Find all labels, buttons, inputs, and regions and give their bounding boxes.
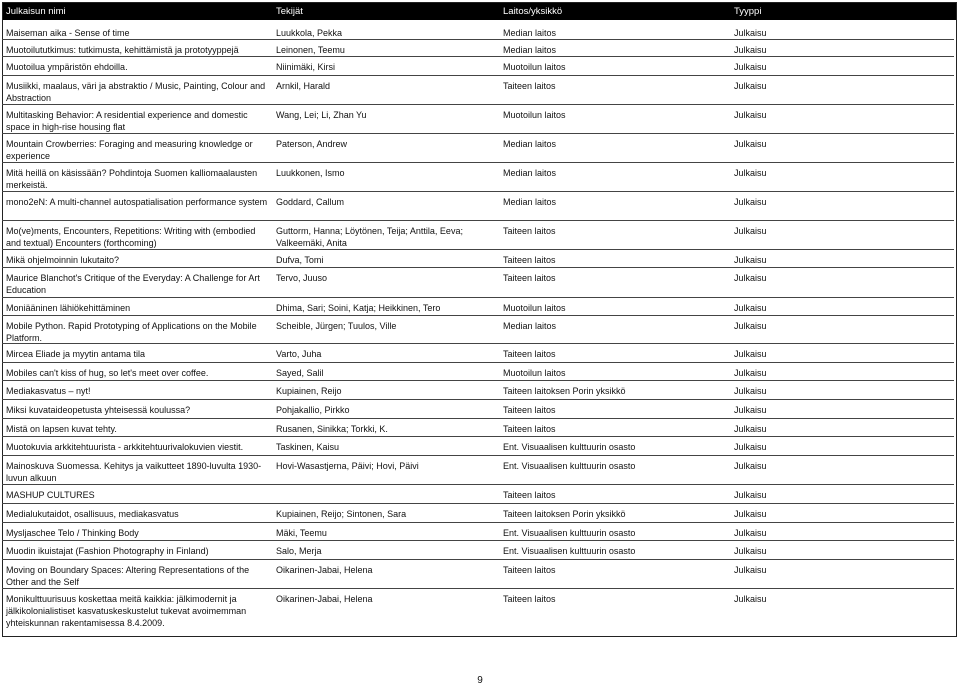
row-title-cell: Moving on Boundary Spaces: Altering Representations of the Other and the Self xyxy=(6,565,250,587)
row-title-cell: Monikulttuurisuus koskettaa meitä kaikkia: jälkimodernit ja jälkikolonialistiset kasvatuskeskustelut tukevat avoimemman yhteiskunnan rakentamisessa 8.4.2009. xyxy=(6,594,247,628)
row-type-cell: Julkaisu xyxy=(734,424,767,434)
row-title-cell: Mo(ve)ments, Encounters, Repetitions: Writing with (embodied and textual) Encounters (forthcoming) xyxy=(6,226,256,248)
row-type-cell: Julkaisu xyxy=(734,594,767,604)
row-title-cell: Medialukutaidot, osallisuus, mediakasvatus xyxy=(6,509,179,519)
row-title-cell: Mainoskuva Suomessa. Kehitys ja vaikutteet 1890-luvulta 1930-luvun alkuun xyxy=(6,461,262,483)
row-dept-cell: Taiteen laitos xyxy=(503,349,556,359)
row-divider xyxy=(2,522,954,523)
row-divider xyxy=(2,380,954,381)
row-type-cell: Julkaisu xyxy=(734,28,767,38)
row-title-cell: Mircea Eliade ja myytin antama tila xyxy=(6,349,146,359)
row-title-cell: Mobile Python. Rapid Prototyping of Applications on the Mobile Platform. xyxy=(6,321,257,343)
row-type-cell: Julkaisu xyxy=(734,461,767,471)
row-type-cell: Julkaisu xyxy=(734,490,767,500)
row-divider xyxy=(2,104,954,105)
row-authors-cell: Paterson, Andrew xyxy=(276,139,348,149)
row-title-cell: MASHUP CULTURES xyxy=(6,490,95,500)
row-divider xyxy=(2,362,954,363)
row-title-cell: Maurice Blanchot's Critique of the Everyday: A Challenge for Art Education xyxy=(6,273,260,295)
row-type-cell: Julkaisu xyxy=(734,45,767,55)
row-divider xyxy=(2,162,954,163)
row-authors-cell: Guttorm, Hanna; Löytönen, Teija; Anttila, Eeva; Valkeemäki, Anita xyxy=(276,226,463,248)
row-authors-cell: Luukkonen, Ismo xyxy=(276,168,345,178)
row-type-cell: Julkaisu xyxy=(734,139,767,149)
row-divider xyxy=(2,267,954,268)
row-divider xyxy=(2,484,954,485)
header-type: Tyyppi xyxy=(734,6,762,17)
row-authors-cell: Scheible, Jürgen; Tuulos, Ville xyxy=(276,321,397,331)
row-authors-cell: Luukkola, Pekka xyxy=(276,28,343,38)
row-type-cell: Julkaisu xyxy=(734,81,767,91)
row-authors-cell: Arnkil, Harald xyxy=(276,81,331,91)
row-title-cell: Multitasking Behavior: A residential experience and domestic space in high-rise housing flat xyxy=(6,110,248,132)
row-divider xyxy=(2,455,954,456)
row-authors-cell: Salo, Merja xyxy=(276,546,322,556)
row-authors-cell: Tervo, Juuso xyxy=(276,273,328,283)
row-type-cell: Julkaisu xyxy=(734,565,767,575)
row-authors-cell: Hovi-Wasastjerna, Päivi; Hovi, Päivi xyxy=(276,461,419,471)
row-authors-cell: Taskinen, Kaisu xyxy=(276,442,340,452)
row-title-cell: Muotoilututkimus: tutkimusta, kehittämistä ja prototyyppejä xyxy=(6,45,239,55)
row-dept-cell: Median laitos xyxy=(503,139,557,149)
row-title-cell: Mikä ohjelmoinnin lukutaito? xyxy=(6,255,120,265)
row-dept-cell: Ent. Visuaalisen kulttuurin osasto xyxy=(503,442,636,452)
row-title-cell: Miksi kuvataideopetusta yhteisessä koulussa? xyxy=(6,405,191,415)
row-divider xyxy=(2,75,954,76)
row-authors-cell: Dhima, Sari; Soini, Katja; Heikkinen, Tero xyxy=(276,303,441,313)
row-divider xyxy=(2,436,954,437)
row-dept-cell: Taiteen laitos xyxy=(503,255,556,265)
row-type-cell: Julkaisu xyxy=(734,197,767,207)
row-type-cell: Julkaisu xyxy=(734,303,767,313)
row-authors-cell: Kupiainen, Reijo xyxy=(276,386,342,396)
row-type-cell: Julkaisu xyxy=(734,62,767,72)
row-title-cell: Moniääninen lähiökehittäminen xyxy=(6,303,131,313)
row-dept-cell: Muotoilun laitos xyxy=(503,368,566,378)
row-dept-cell: Median laitos xyxy=(503,28,557,38)
row-divider xyxy=(2,315,954,316)
row-title-cell: Muotoilua ympäristön ehdoilla. xyxy=(6,62,128,72)
row-authors-cell: Sayed, Salil xyxy=(276,368,324,378)
row-dept-cell: Ent. Visuaalisen kulttuurin osasto xyxy=(503,461,636,471)
page-number: 9 xyxy=(477,675,483,686)
row-divider xyxy=(2,133,954,134)
table-header xyxy=(3,3,956,20)
row-type-cell: Julkaisu xyxy=(734,528,767,538)
row-dept-cell: Taiteen laitos xyxy=(503,226,556,236)
row-type-cell: Julkaisu xyxy=(734,273,767,283)
row-title-cell: Musiikki, maalaus, väri ja abstraktio / Music, Painting, Colour and Abstraction xyxy=(6,81,266,103)
row-divider xyxy=(2,418,954,419)
row-dept-cell: Ent. Visuaalisen kulttuurin osasto xyxy=(503,546,636,556)
row-dept-cell: Median laitos xyxy=(503,168,557,178)
row-divider xyxy=(2,249,954,250)
row-dept-cell: Ent. Visuaalisen kulttuurin osasto xyxy=(503,528,636,538)
row-type-cell: Julkaisu xyxy=(734,405,767,415)
row-authors-cell: Niinimäki, Kirsi xyxy=(276,62,336,72)
row-dept-cell: Muotoilun laitos xyxy=(503,303,566,313)
row-type-cell: Julkaisu xyxy=(734,442,767,452)
row-authors-cell: Wang, Lei; Li, Zhan Yu xyxy=(276,110,367,120)
row-divider xyxy=(2,220,954,221)
row-authors-cell: Goddard, Callum xyxy=(276,197,345,207)
row-title-cell: Mitä heillä on käsissään? Pohdintoja Suomen kalliomaalausten merkeistä. xyxy=(6,168,258,190)
row-title-cell: Mediakasvatus – nyt! xyxy=(6,386,91,396)
row-dept-cell: Taiteen laitos xyxy=(503,565,556,575)
row-type-cell: Julkaisu xyxy=(734,509,767,519)
row-title-cell: Mistä on lapsen kuvat tehty. xyxy=(6,424,117,434)
row-title-cell: mono2eN: A multi-channel autospatialisation performance system xyxy=(6,197,268,207)
row-authors-cell: Leinonen, Teemu xyxy=(276,45,345,55)
row-dept-cell: Median laitos xyxy=(503,321,557,331)
header-dept: Laitos/yksikkö xyxy=(503,6,563,17)
row-dept-cell: Taiteen laitos xyxy=(503,81,556,91)
row-title-cell: Mobiles can't kiss of hug, so let's meet over coffee. xyxy=(6,368,209,378)
row-dept-cell: Taiteen laitos xyxy=(503,273,556,283)
row-authors-cell: Oikarinen-Jabai, Helena xyxy=(276,565,373,575)
row-divider xyxy=(2,399,954,400)
row-title-cell: Muotokuvia arkkitehtuurista - arkkitehtuurivalokuvien viestit. xyxy=(6,442,244,452)
row-type-cell: Julkaisu xyxy=(734,226,767,236)
row-type-cell: Julkaisu xyxy=(734,168,767,178)
row-dept-cell: Taiteen laitos xyxy=(503,490,556,500)
row-authors-cell: Varto, Juha xyxy=(276,349,322,359)
row-dept-cell: Taiteen laitos xyxy=(503,405,556,415)
row-dept-cell: Muotoilun laitos xyxy=(503,110,566,120)
row-type-cell: Julkaisu xyxy=(734,110,767,120)
row-title-cell: Mountain Crowberries: Foraging and measuring knowledge or experience xyxy=(6,139,253,161)
row-divider xyxy=(2,297,954,298)
row-divider xyxy=(2,540,954,541)
row-type-cell: Julkaisu xyxy=(734,321,767,331)
row-authors-cell: Kupiainen, Reijo; Sintonen, Sara xyxy=(276,509,407,519)
header-authors: Tekijät xyxy=(276,6,303,17)
row-type-cell: Julkaisu xyxy=(734,349,767,359)
row-dept-cell: Taiteen laitoksen Porin yksikkö xyxy=(503,509,626,519)
row-divider xyxy=(2,343,954,344)
row-authors-cell: Mäki, Teemu xyxy=(276,528,327,538)
row-dept-cell: Taiteen laitoksen Porin yksikkö xyxy=(503,386,626,396)
row-dept-cell: Taiteen laitos xyxy=(503,424,556,434)
row-dept-cell: Median laitos xyxy=(503,45,557,55)
row-title-cell: Mysljaschee Telo / Thinking Body xyxy=(6,528,139,538)
row-type-cell: Julkaisu xyxy=(734,386,767,396)
row-title-cell: Maiseman aika - Sense of time xyxy=(6,28,130,38)
header-title: Julkaisun nimi xyxy=(6,6,66,17)
row-authors-cell: Dufva, Tomi xyxy=(276,255,324,265)
row-title-cell: Muodin ikuistajat (Fashion Photography in Finland) xyxy=(6,546,209,556)
row-authors-cell: Pohjakallio, Pirkko xyxy=(276,405,350,415)
row-dept-cell: Median laitos xyxy=(503,197,557,207)
row-divider xyxy=(2,559,954,560)
row-divider xyxy=(2,39,954,40)
row-divider xyxy=(2,56,954,57)
row-type-cell: Julkaisu xyxy=(734,546,767,556)
row-divider xyxy=(2,503,954,504)
row-authors-cell: Rusanen, Sinikka; Torkki, K. xyxy=(276,424,388,434)
row-dept-cell: Taiteen laitos xyxy=(503,594,556,604)
row-divider xyxy=(2,588,954,589)
row-type-cell: Julkaisu xyxy=(734,255,767,265)
row-authors-cell: Oikarinen-Jabai, Helena xyxy=(276,594,373,604)
row-dept-cell: Muotoilun laitos xyxy=(503,62,566,72)
row-type-cell: Julkaisu xyxy=(734,368,767,378)
row-divider xyxy=(2,191,954,192)
